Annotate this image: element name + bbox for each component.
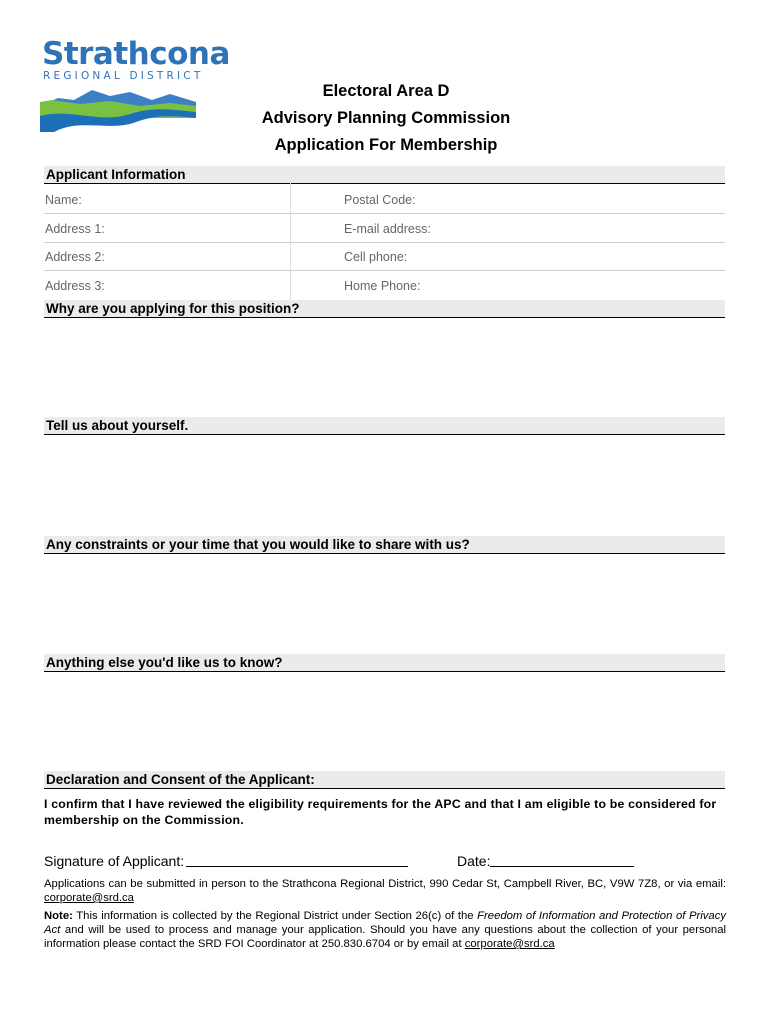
foippa-act-name: Freedom of Information and Protection of Privacy Act: [44, 910, 726, 936]
section-declaration: Declaration and Consent of the Applicant:: [44, 771, 725, 789]
date-label: Date:: [457, 853, 491, 869]
cell-phone-field[interactable]: Cell phone:: [344, 250, 408, 264]
note-text-1: This information is collected by the Regional District under Section 26(c) of the: [72, 910, 478, 922]
field-row-4: [44, 271, 725, 300]
home-phone-field[interactable]: Home Phone:: [344, 279, 421, 293]
signature-label: Signature of Applicant:: [44, 853, 185, 869]
submission-email-link[interactable]: corporate@srd.ca: [44, 892, 134, 904]
postal-code-field[interactable]: Postal Code:: [344, 193, 416, 207]
note-text-2: and will be used to process and manage your application. Should you have any questions about the collection of your personal information please contact the SRD FOI Coordinator at 250.830.6704 or by email at: [44, 924, 726, 950]
section-applicant-info: Applicant Information: [44, 166, 725, 184]
field-row-3: [44, 242, 725, 271]
note-email-link[interactable]: corporate@srd.ca: [464, 938, 555, 950]
logo-landscape-icon: [40, 84, 196, 132]
question-time-constraints: Any constraints or your time that you would like to share with us?: [44, 536, 725, 554]
address-1-field[interactable]: Address 1:: [45, 222, 105, 236]
field-row-1: [44, 185, 725, 214]
note-label: Note:: [44, 910, 73, 922]
signature-field[interactable]: [186, 866, 408, 867]
title-line-1: Electoral Area D: [322, 82, 450, 100]
title-line-2: Advisory Planning Commission: [261, 109, 511, 127]
email-field[interactable]: E-mail address:: [344, 222, 431, 236]
address-3-field[interactable]: Address 3:: [45, 279, 105, 293]
name-field[interactable]: Name:: [45, 193, 82, 207]
question-about-yourself: Tell us about yourself.: [44, 417, 725, 435]
privacy-note-paragraph: [44, 909, 726, 951]
question-why-applying: Why are you applying for this position?: [44, 300, 725, 318]
date-field[interactable]: [490, 866, 634, 867]
submission-text: Applications can be submitted in person to the Strathcona Regional District, 990 Cedar St, Campbell River, BC, V9W 7Z8, or via email:: [44, 878, 726, 890]
field-row-2: [44, 214, 725, 243]
logo-wordmark: Strathcona: [42, 36, 230, 72]
question-anything-else: Anything else you'd like us to know?: [44, 654, 725, 672]
form-title: [200, 78, 572, 159]
title-line-3: Application For Membership: [274, 136, 498, 154]
submission-paragraph: [44, 877, 726, 905]
address-2-field[interactable]: Address 2:: [45, 250, 105, 264]
srd-logo: [40, 36, 230, 132]
consent-statement: I confirm that I have reviewed the eligibility requirements for the APC and that I am eligible to be considered for membership on the Commission.: [44, 797, 717, 827]
logo-subtitle: REGIONAL DISTRICT: [43, 70, 204, 82]
